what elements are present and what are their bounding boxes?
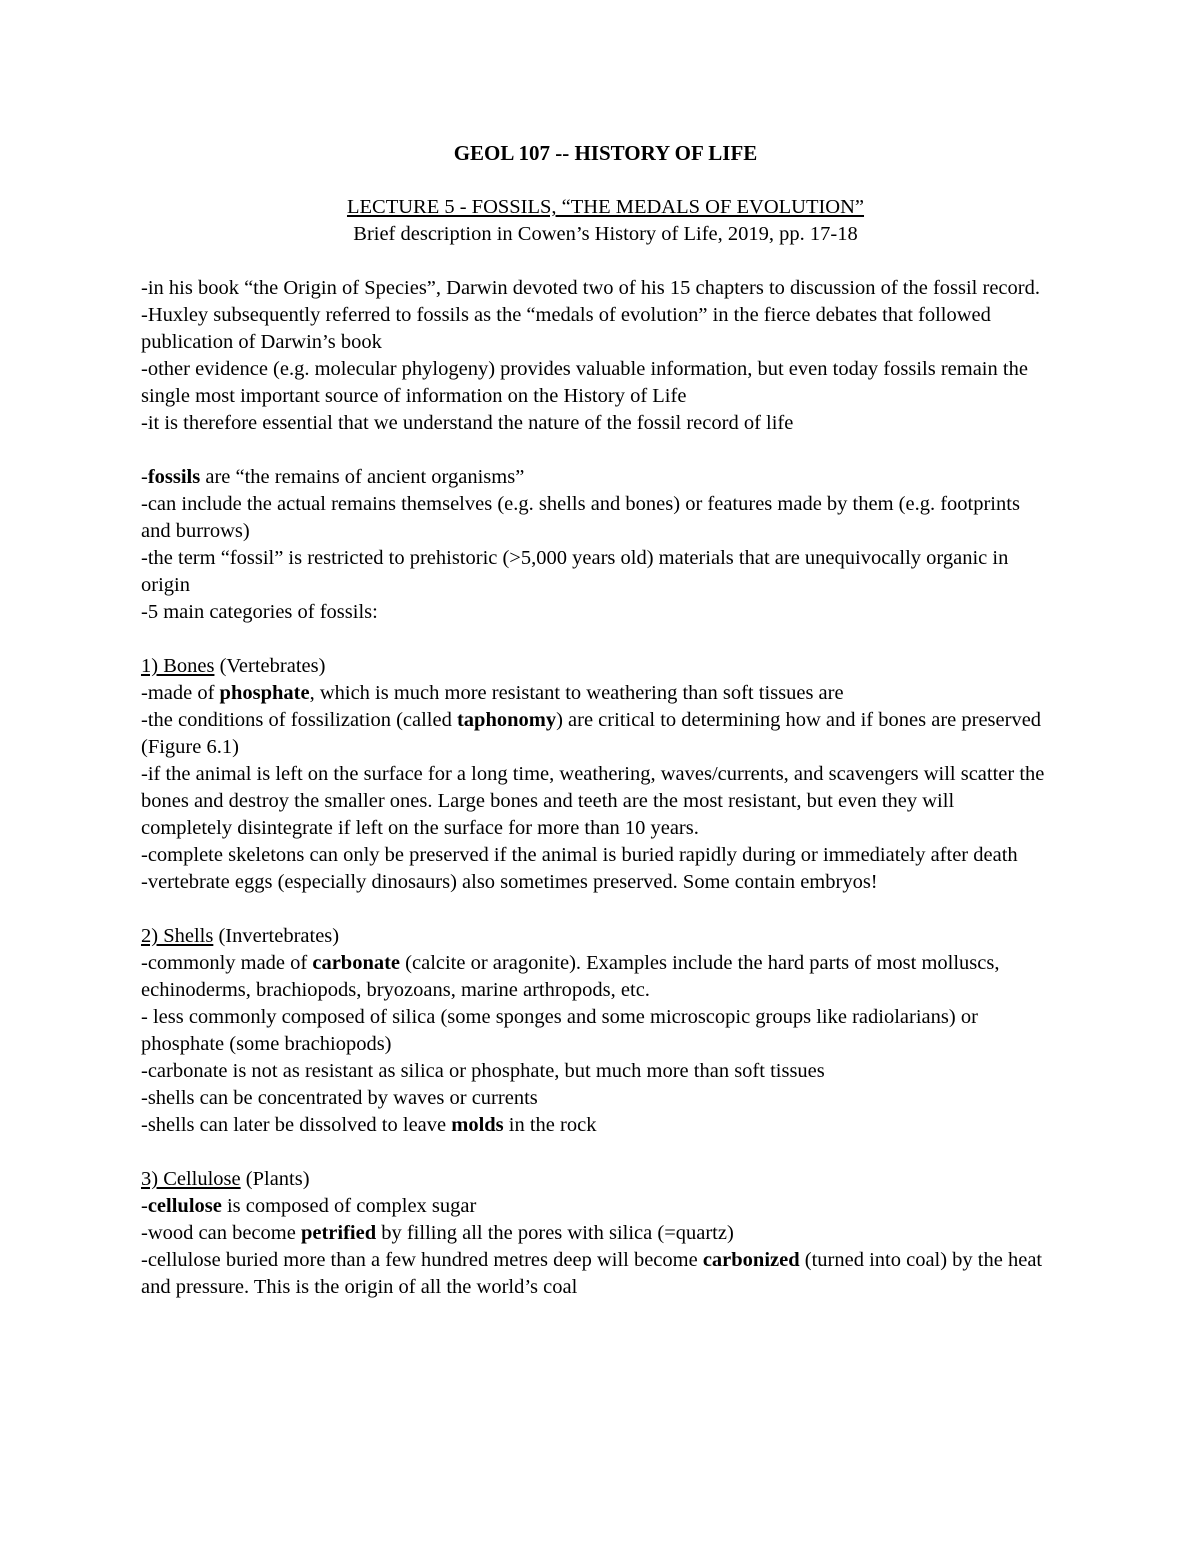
document-title: GEOL 107 -- HISTORY OF LIFE xyxy=(453,141,758,165)
shells-heading: 2) Shells (Invertebrates) xyxy=(141,925,340,947)
intro-section xyxy=(141,275,1050,437)
lecture-title: LECTURE 5 - FOSSILS, “THE MEDALS OF EVOLUTION” xyxy=(346,196,865,218)
cellulose-line: -cellulose is composed of complex sugar xyxy=(141,1195,477,1217)
term-phosphate: phosphate xyxy=(219,682,310,704)
bones-line: -complete skeletons can only be preserved if the animal is buried rapidly during or immediately after death xyxy=(141,844,1018,866)
term-molds: molds xyxy=(451,1114,504,1136)
fossils-line: -can include the actual remains themselves (e.g. shells and bones) or features made by them (e.g. footprints and burrows) xyxy=(141,493,1020,542)
shells-line: - less commonly composed of silica (some sponges and some microscopic groups like radiolarians) or phosphate (some brachiopods) xyxy=(141,1006,978,1055)
bones-line: -the conditions of fossilization (called taphonomy) are critical to determining how and if bones are preserved (Figure 6.1) xyxy=(141,709,1042,758)
bones-section xyxy=(141,653,1050,896)
cellulose-heading: 3) Cellulose (Plants) xyxy=(141,1168,310,1190)
cellulose-line: -wood can become petrified by filling all the pores with silica (=quartz) xyxy=(141,1222,734,1244)
intro-line: -in his book “the Origin of Species”, Darwin devoted two of his 15 chapters to discussion of the fossil record. xyxy=(141,277,1040,299)
shells-section xyxy=(141,923,1050,1139)
term-fossils: fossils xyxy=(147,466,201,488)
cellulose-line: -cellulose buried more than a few hundred metres deep will become carbonized (turned into coal) by the heat and pressure. This is the origin of all the world’s coal xyxy=(141,1249,1043,1298)
cellulose-section xyxy=(141,1166,1050,1301)
shells-line: -carbonate is not as resistant as silica or phosphate, but much more than soft tissues xyxy=(141,1060,825,1082)
bones-line: -made of phosphate, which is much more resistant to weathering than soft tissues are xyxy=(141,682,844,704)
fossils-line: -the term “fossil” is restricted to prehistoric (>5,000 years old) materials that are unequivocally organic in origin xyxy=(141,547,1009,596)
bones-heading: 1) Bones (Vertebrates) xyxy=(141,655,326,677)
term-carbonate: carbonate xyxy=(312,952,401,974)
fossils-line: -5 main categories of fossils: xyxy=(141,601,378,623)
bones-line: -vertebrate eggs (especially dinosaurs) also sometimes preserved. Some contain embryos! xyxy=(141,871,878,893)
reading-reference: Brief description in Cowen’s History of Life, 2019, pp. 17-18 xyxy=(353,223,858,245)
fossils-definition-section xyxy=(141,464,1050,626)
shells-line: -shells can later be dissolved to leave molds in the rock xyxy=(141,1114,597,1136)
term-cellulose: cellulose xyxy=(147,1195,222,1217)
term-petrified: petrified xyxy=(300,1222,377,1244)
fossils-definition: -fossils are “the remains of ancient organisms” xyxy=(141,466,525,488)
intro-line: -Huxley subsequently referred to fossils as the “medals of evolution” in the fierce debates that followed publication of Darwin’s book xyxy=(141,304,991,353)
term-carbonized: carbonized xyxy=(702,1249,800,1271)
term-taphonomy: taphonomy xyxy=(456,709,557,731)
shells-line: -shells can be concentrated by waves or currents xyxy=(141,1087,538,1109)
bones-line: -if the animal is left on the surface for a long time, weathering, waves/currents, and scavengers will scatter the bones and destroy the smaller ones. Large bones and teeth are the most resistant, but even they will completely disintegrate if left on the surface for more than 10 years. xyxy=(141,763,1045,839)
intro-line: -it is therefore essential that we understand the nature of the fossil record of life xyxy=(141,412,794,434)
shells-line: -commonly made of carbonate (calcite or aragonite). Examples include the hard parts of most molluscs, echinoderms, brachiopods, bryozoans, marine arthropods, etc. xyxy=(141,952,1000,1001)
intro-line: -other evidence (e.g. molecular phylogeny) provides valuable information, but even today fossils remain the single most important source of information on the History of Life xyxy=(141,358,1028,407)
